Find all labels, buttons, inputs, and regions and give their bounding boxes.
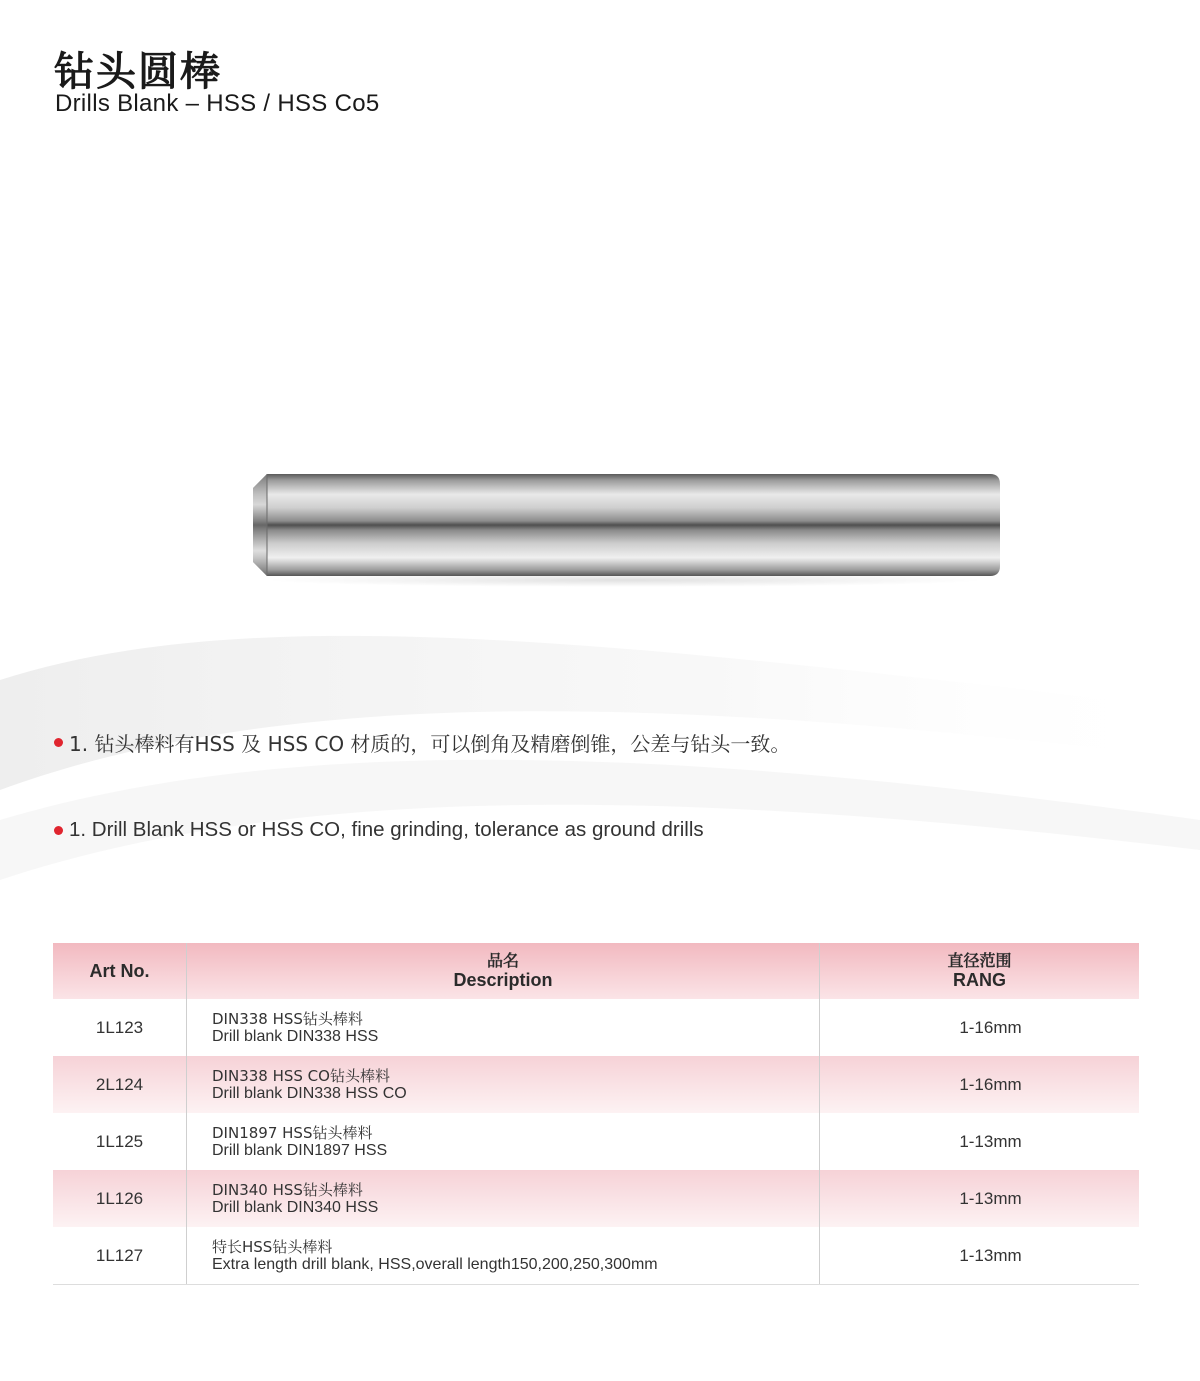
- header-description-en: Description: [453, 970, 553, 990]
- cell-art-no: 1L125: [53, 1113, 187, 1170]
- header-range: [820, 943, 1140, 999]
- cell-range: 1-16mm: [959, 1017, 1022, 1037]
- cell-art-no: 1L127: [53, 1227, 187, 1285]
- bullet-dot-icon: [54, 826, 63, 835]
- feature-note-cn: [54, 728, 790, 757]
- table-row: [53, 1113, 1139, 1170]
- page-title-cn: 钻头圆棒: [54, 49, 222, 95]
- table-row: [53, 999, 1139, 1056]
- page-title-en: Drills Blank – HSS / HSS Co5: [55, 90, 380, 117]
- cell-range: 1-13mm: [820, 1227, 1140, 1285]
- cell-art-no: 1L123: [53, 999, 187, 1056]
- cell-range: 1-13mm: [820, 1170, 1140, 1227]
- cell-description: [187, 999, 820, 1056]
- header-range-cn: 直径范围: [947, 951, 1012, 970]
- header-description: [187, 943, 820, 999]
- cell-art-no: 1L126: [53, 1170, 187, 1227]
- header-range-en: RANG: [953, 970, 1006, 990]
- cell-description-en: Extra length drill blank, HSS,overall length150,200,250,300mm: [212, 1255, 658, 1273]
- drill-blank-rod-image: [245, 462, 1005, 587]
- cell-description: [187, 1170, 820, 1227]
- cell-description: [187, 1056, 820, 1113]
- spec-table: [53, 943, 1139, 1285]
- table-row: [53, 1227, 1139, 1285]
- header-description-cn: 品名: [486, 951, 519, 970]
- cell-description-en: Drill blank DIN1897 HSS: [212, 1141, 388, 1159]
- cell-range: 1-16mm: [820, 1056, 1140, 1113]
- bullet-dot-icon: [54, 738, 63, 747]
- cell-description-cn: DIN340 HSS钻头棒料: [212, 1180, 363, 1199]
- feature-note-en-text: 1. Drill Blank HSS or HSS CO, fine grinding, tolerance as ground drills: [69, 818, 704, 841]
- feature-note-cn-text: 1. 钻头棒料有HSS 及 HSS CO 材质的，可以倒角及精磨倒锥，公差与钻头一致。: [69, 732, 791, 756]
- feature-note-en: [54, 818, 704, 842]
- cell-description-cn: DIN338 HSS CO钻头棒料: [212, 1066, 390, 1085]
- cell-description-en: Drill blank DIN338 HSS: [212, 1027, 379, 1045]
- cell-description-cn: 特长HSS钻头棒料: [212, 1237, 333, 1256]
- cell-description: [187, 1227, 820, 1285]
- cell-description-cn: DIN338 HSS钻头棒料: [212, 1009, 363, 1028]
- header-art-no: Art No.: [53, 943, 187, 999]
- cell-art-no: 2L124: [53, 1056, 187, 1113]
- cell-description-cn: DIN1897 HSS钻头棒料: [212, 1123, 373, 1142]
- cell-range: 1-13mm: [959, 1131, 1022, 1151]
- table-row: [53, 1170, 1139, 1227]
- cell-description: [187, 1113, 820, 1170]
- table-header-row: [53, 943, 1139, 999]
- cell-description-en: Drill blank DIN338 HSS CO: [212, 1084, 407, 1102]
- table-row: [53, 1056, 1139, 1113]
- cell-description-en: Drill blank DIN340 HSS: [212, 1198, 379, 1216]
